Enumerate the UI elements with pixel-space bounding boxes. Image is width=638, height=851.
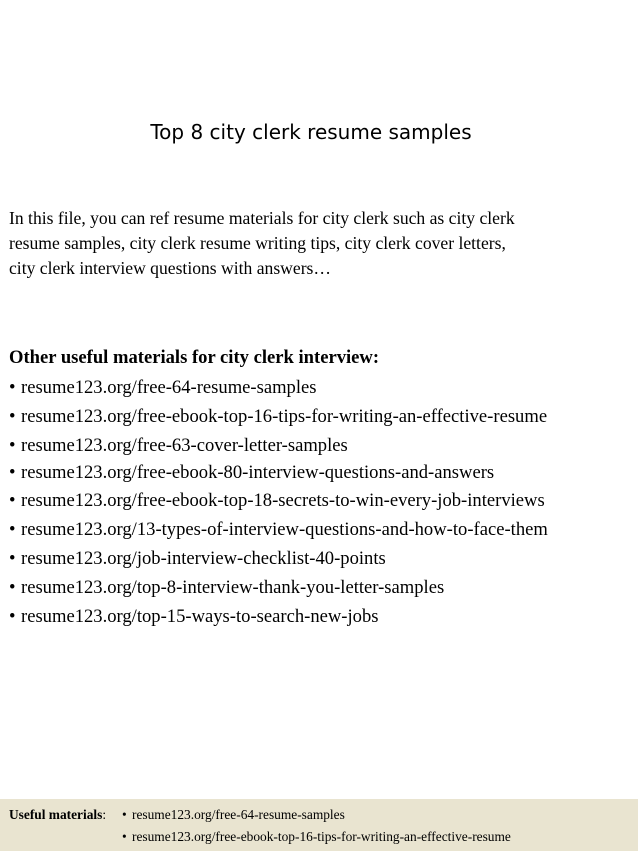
- footer-link[interactable]: resume123.org/free-ebook-top-16-tips-for-writing-an-effective-resume: [132, 829, 511, 844]
- materials-list-item: [9, 573, 548, 602]
- materials-link[interactable]: resume123.org/13-types-of-interview-questions-and-how-to-face-them: [21, 519, 548, 540]
- bullet-icon: •: [9, 606, 16, 627]
- materials-list-item: [9, 431, 548, 460]
- footer-label-colon: :: [102, 807, 107, 822]
- footer-list-item: [122, 826, 511, 848]
- bullet-icon: •: [9, 462, 16, 483]
- bullet-icon: •: [122, 829, 127, 844]
- materials-link[interactable]: resume123.org/job-interview-checklist-40-points: [21, 548, 386, 569]
- materials-link-list: [9, 373, 548, 631]
- intro-line: In this file, you can ref resume materials for city clerk such as city clerk: [9, 208, 515, 228]
- footer-link[interactable]: resume123.org/free-64-resume-samples: [132, 807, 345, 822]
- bullet-icon: •: [9, 406, 16, 427]
- footer-bar: [0, 799, 638, 851]
- materials-link[interactable]: resume123.org/free-ebook-top-16-tips-for-writing-an-effective-resume: [21, 406, 548, 427]
- intro-line: resume samples, city clerk resume writing tips, city clerk cover letters,: [9, 233, 506, 253]
- intro-line: city clerk interview questions with answers…: [9, 258, 331, 278]
- intro-paragraph: [9, 206, 631, 281]
- materials-link[interactable]: resume123.org/free-63-cover-letter-samples: [21, 435, 348, 456]
- bullet-icon: •: [122, 807, 127, 822]
- footer-list-item: [122, 804, 511, 826]
- materials-heading: Other useful materials for city clerk interview:: [9, 347, 380, 368]
- materials-list-item: [9, 373, 548, 402]
- materials-link[interactable]: resume123.org/free-ebook-80-interview-questions-and-answers: [21, 462, 495, 483]
- materials-list-item: [9, 602, 548, 631]
- footer-label-text: Useful materials: [9, 807, 103, 822]
- materials-list-item: [9, 486, 548, 515]
- materials-list-item: [9, 544, 548, 573]
- bullet-icon: •: [9, 577, 16, 598]
- bullet-icon: •: [9, 377, 16, 398]
- materials-link[interactable]: resume123.org/top-8-interview-thank-you-letter-samples: [21, 577, 445, 598]
- materials-list-item: [9, 402, 548, 431]
- bullet-icon: •: [9, 548, 16, 569]
- materials-link[interactable]: resume123.org/top-15-ways-to-search-new-jobs: [21, 606, 379, 627]
- materials-link[interactable]: resume123.org/free-64-resume-samples: [21, 377, 317, 398]
- materials-list-item: [9, 460, 548, 486]
- footer-label: [9, 804, 106, 826]
- materials-list-item: [9, 515, 548, 544]
- document-title: Top 8 city clerk resume samples: [150, 120, 472, 144]
- materials-link[interactable]: resume123.org/free-ebook-top-18-secrets-to-win-every-job-interviews: [21, 490, 545, 511]
- bullet-icon: •: [9, 519, 16, 540]
- bullet-icon: •: [9, 490, 16, 511]
- bullet-icon: •: [9, 435, 16, 456]
- footer-link-list: [122, 804, 511, 848]
